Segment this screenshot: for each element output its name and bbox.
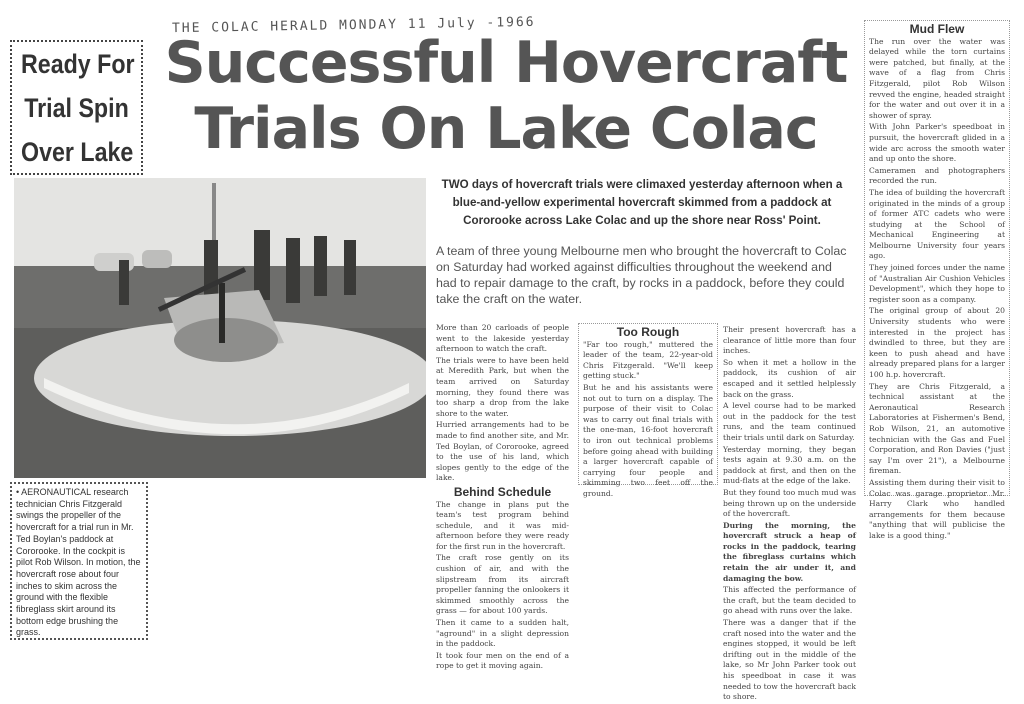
paragraph: Cameramen and photographers recorded the run. [869,165,1005,186]
article-column-1 [436,323,569,673]
kicker-line: Over Lake [21,137,134,167]
story-intro: TWO days of hovercraft trials were climaxed yesterday afternoon when a blue-and-yellow experimental hovercraft skimmed from a paddock at Cororooke across Lake Colac and up the shore near Ross' Point. [441,178,843,227]
article-column-4 [864,20,1010,540]
subhead-behind-schedule: Behind Schedule [453,484,552,499]
paragraph: More than 20 carloads of people went to the lakeside yesterday afternoon to watch the craft. [436,323,569,354]
hovercraft-photo [14,178,426,478]
paragraph: But they found too much mud was being thrown up on the underside of the hovercraft. [723,487,856,519]
paragraph: The run over the water was delayed while the torn curtains were patched, but finally, at the wave of a flag from Chris Fitzgerald, pilot Rob Wilson revved the engine, headed straight for the water and out over it in a shower of spray. [869,36,1005,120]
handwritten-note: THE COLAC HERALD MONDAY 11 July -1966 [171,14,536,37]
article-column-2 [578,323,718,498]
paragraph: So when it met a hollow in the paddock, its cushion of air escaped and it settled helplessly back on the grass. [723,357,856,399]
kicker-headline [10,40,143,175]
photo-caption: • AERONAUTICAL research technician Chris Fitzgerald swings the propeller of the hovercraft for a trial run in Mr. Ted Boylan's paddock at Cororooke. In the cockpit is pilot Rob Wilson. In motion, the hovercraft rose about four inches to skim across the ground with the flexible fibreglass skirt around its bottom edge brushing the grass. [10,482,148,640]
kicker-line: Ready For [21,49,135,79]
headline [152,30,860,162]
paragraph: It took four men on the end of a rope to get it moving again. [436,650,569,671]
subhead-mud-flew: Mud Flew [909,22,965,36]
paragraph: Yesterday morning, they began tests again at 9.30 a.m. on the paddock at first, and then on the mud-flats at the edge of the lake. [723,444,856,486]
paragraph: Hurried arrangements had to be made to find another site, and Mr. Ted Boylan, of Cororooke, agreed to the use of his land, which slopes gently to the edge of the lake. [436,420,569,483]
paragraph: This affected the performance of the craft, but the team decided to go ahead with runs over the lake. [723,585,856,616]
paragraph: The idea of building the hovercraft originated in the minds of a group of former ATC cadets who were studying at the School of Mechanical Engineering at Melbourne University four years ago. [869,187,1005,261]
paragraph: There was a danger that if the craft nosed into the water and the engines stopped, it would be left drifting out in the middle of the lake, so Mr John Parker took out his speedboat in case it was needed to tow the hovercraft back to shore. [723,618,856,702]
paragraph: They are Chris Fitzgerald, a technical assistant at the Aeronautical Research Laboratories at Fishermen's Bend, Rob Wilson, 21, an automotive technician with the Gas and Fuel Corporation, and Ron Davies ("just say I'm over 21"), a Melbourne fireman. [869,381,1005,476]
paragraph-bold: During the morning, the hovercraft struck a heap of rocks in the paddock, tearing the fibreglass curtains which retain the air under it, and damaging the bow. [723,520,856,583]
subhead-too-rough: Too Rough [616,325,680,339]
paragraph: A level course had to be marked out in the paddock for the test runs, and the team continued their trials until dark on Saturday. [723,401,856,442]
paragraph: The trials were to have been held at Meredith Park, but when the team arrived on Saturday morning, they found there was too sharp a drop from the lake shore to the water. [436,355,569,418]
hovercraft-photo-image [14,178,426,478]
paragraph: They joined forces under the name of "Australian Air Cushion Vehicles Development", which they hope to register soon as a company. [869,263,1005,304]
paragraph: "Far too rough," muttered the leader of the team, 22-year-old Chris Fitzgerald. "We'll keep getting stuck." [583,339,713,381]
paragraph: Then it came to a sudden halt, "aground" in a slight depression in the paddock. [436,618,569,649]
paragraph: Their present hovercraft has a clearance of little more than four inches. [723,325,856,356]
headline-line: Trials On Lake Colac [194,96,818,162]
paragraph: The craft rose gently on its cushion of air, and with the slipstream from its aircraft propeller fanning the onlookers it skimmed smoothly across the grass — for about 100 yards. [436,553,569,616]
headline-line: Successful Hovercraft [164,30,848,96]
story-lead: A team of three young Melbourne men who brought the hovercraft to Colac on Saturday had worked against difficulties throughout the weekend and had to repair damage to the craft, by rocks in a paddock, before they could take the craft on the water. [436,244,847,306]
paragraph: The change in plans put the team's test program behind schedule, and it was mid-afternoon before they were ready for the first run in the hovercraft. [436,499,569,551]
article-column-3 [723,325,856,704]
paragraph: With John Parker's speedboat in pursuit, the hovercraft glided in a wide arc across the smooth water and up onto the shore. [869,122,1005,164]
paragraph: The original group of about 20 University students who were interested in the project has dwindled to three, but they are keen to push ahead and have already prepared plans for a larger 100 h.p. hovercraft. [869,306,1005,379]
kicker-line: Trial Spin [24,93,129,123]
paragraph: Assisting them during their visit to Colac was garage proprietor Mr. Harry Clark who handled arrangements for them because "anything that will publicise the lake is a good thing." [869,477,1005,540]
paragraph: But he and his assistants were not out to turn on a display. The purpose of their visit to Colac was to carry out final trials with the one-man, 16-foot hovercraft to iron out technical problems before going ahead with building a larger hovercraft capable of carrying four people and skimming two feet off the ground. [583,382,713,498]
